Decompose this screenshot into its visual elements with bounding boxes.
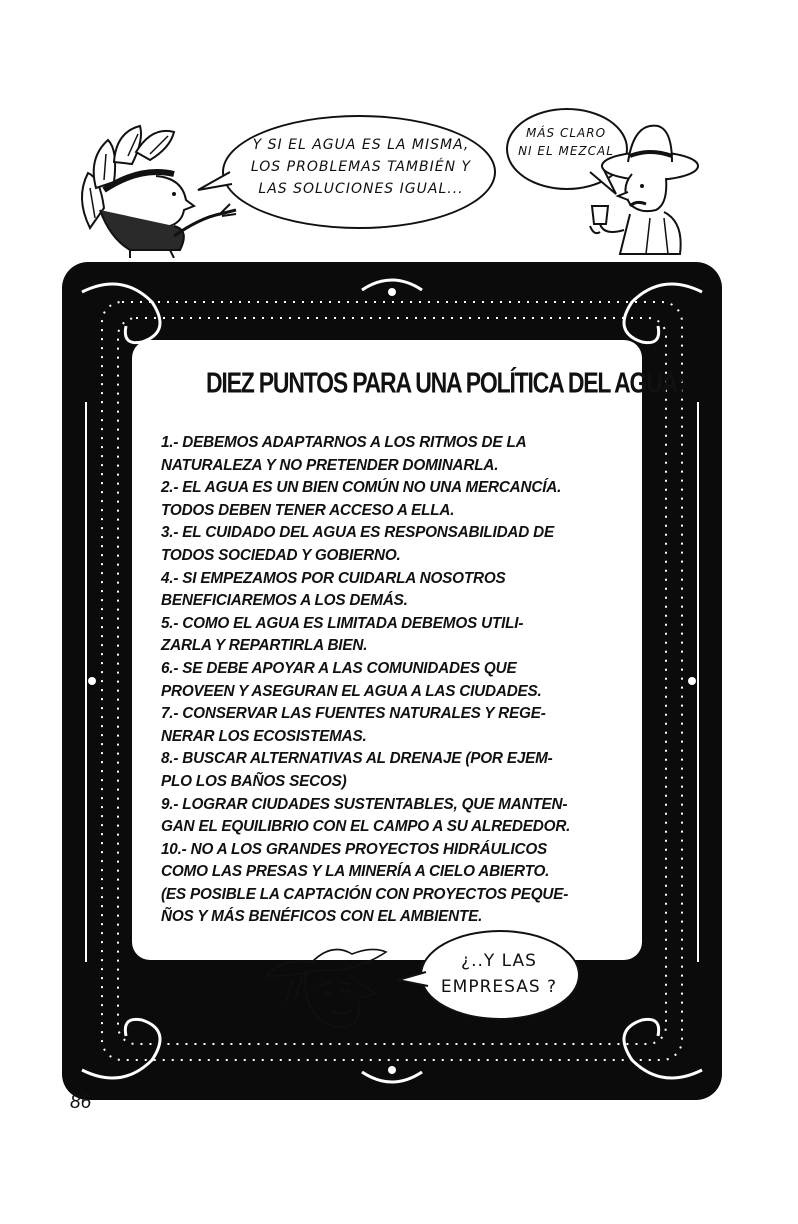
point-line: 4.- SI EMPEZAMOS POR CUIDARLA NOSOTROS (161, 569, 506, 587)
point-line: GAN EL EQUILIBRIO CON EL CAMPO A SU ALREDEDOR. (161, 818, 571, 836)
speech-bubble-bottom-text (424, 948, 574, 1000)
speech-line: MÁS CLARO (525, 126, 607, 140)
speech-line: NI EL MEZCAL (518, 144, 614, 158)
point-line: (ES POSIBLE LA CAPTACIÓN CON PROYECTOS PEQUE- (161, 885, 569, 903)
point-line: 6.- SE DEBE APOYAR A LAS COMUNIDADES QUE (161, 659, 517, 677)
point-line: 5.- COMO EL AGUA ES LIMITADA DEBEMOS UTILI- (161, 614, 524, 632)
speech-line: LOS PROBLEMAS TAMBIÉN Y (250, 159, 472, 175)
point-line: PROVEEN Y ASEGURAN EL AGUA A LAS CIUDADES. (161, 682, 542, 700)
point-line: 8.- BUSCAR ALTERNATIVAS AL DRENAJE (POR EJEM- (161, 750, 553, 768)
sombrero-character-illustration (580, 118, 700, 258)
speech-line: LAS SOLUCIONES IGUAL... (258, 181, 464, 197)
point-line: TODOS SOCIEDAD Y GOBIERNO. (161, 546, 401, 564)
speech-line: Y SI EL AGUA ES LA MISMA, (252, 137, 470, 153)
point-line: TODOS DEBEN TENER ACCESO A ELLA. (161, 501, 455, 519)
ten-points-list (161, 432, 631, 929)
speech-line: EMPRESAS ? (440, 977, 558, 997)
point-line: 1.- DEBEMOS ADAPTARNOS A LOS RITMOS DE LA (161, 434, 527, 451)
point-line: 2.- EL AGUA ES UN BIEN COMÚN NO UNA MERCANCÍA. (161, 479, 562, 497)
point-line: BENEFICIAREMOS A LOS DEMÁS. (161, 592, 408, 610)
page-title: DIEZ PUNTOS PARA UNA POLÍTICA DEL AGUA: (206, 366, 684, 399)
point-line: COMO LAS PRESAS Y LA MINERÍA A CIELO ABIERTO. (161, 863, 550, 881)
hat-character-sketch (262, 936, 392, 1036)
point-line: 3.- EL CUIDADO DEL AGUA ES RESPONSABILIDAD DE (161, 524, 555, 542)
point-line: NATURALEZA Y NO PRETENDER DOMINARLA. (161, 456, 499, 474)
point-line: 10.- NO A LOS GRANDES PROYECTOS HIDRÁULICOS (161, 840, 548, 858)
point-line: NERAR LOS ECOSISTEMAS. (161, 727, 367, 745)
point-line: 9.- LOGRAR CIUDADES SUSTENTABLES, QUE MANTEN- (161, 795, 568, 813)
page-number: 86 (70, 1092, 92, 1113)
speech-bubble-left-text (236, 134, 486, 200)
speech-line: ¿..Y LAS (461, 951, 537, 971)
point-line: ÑOS Y MÁS BENÉFICOS CON EL AMBIENTE. (161, 908, 483, 926)
speech-bubble-left-tail (196, 168, 236, 198)
point-line: ZARLA Y REPARTIRLA BIEN. (161, 637, 368, 655)
point-line: 7.- CONSERVAR LAS FUENTES NATURALES Y REGE- (161, 705, 546, 723)
point-line: PLO LOS BAÑOS SECOS) (161, 772, 347, 790)
